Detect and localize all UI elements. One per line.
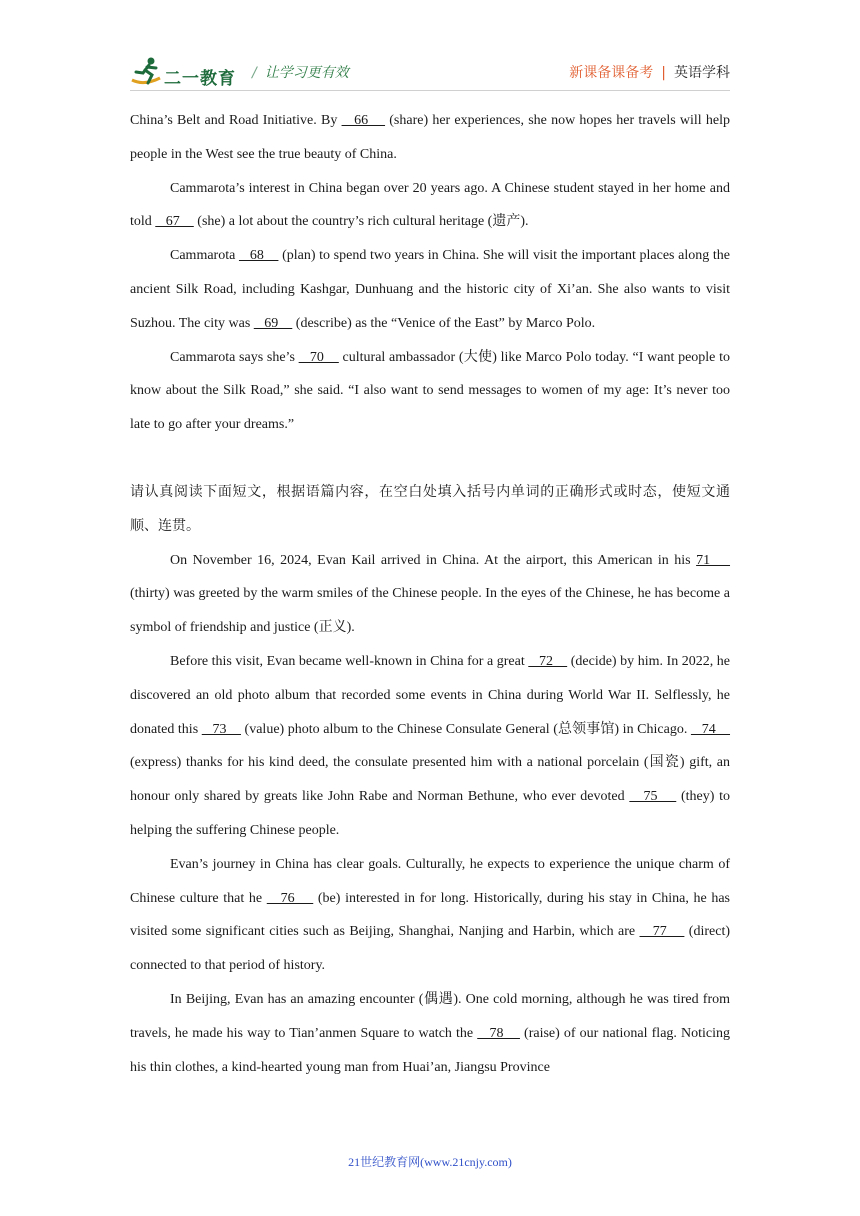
section-gap [130,442,730,476]
blank-75: 75 [629,789,677,805]
blank-78: 78 [477,1025,520,1041]
paragraph [130,104,730,172]
text: Cammarota’s interest in China began over 20 years ago. A Chinese student stayed in her home and told [130,180,730,230]
instruction: 请认真阅读下面短文，根据语篇内容，在空白处填入括号内单词的正确形式或时态，使短文通顺、连贯。 [130,483,730,534]
text: On November 16, 2024, Evan Kail arrived in China. At the airport, this American in his [170,552,697,568]
text: (value) photo album to the Chinese Consulate General (总领事馆) in Chicago. [240,721,691,737]
blank-72: 72 [528,653,568,669]
logo-text: 二一教育 [164,69,236,89]
text: (she) a lot about the country’s rich cultural heritage (遗产). [193,214,529,230]
paragraph [130,239,730,340]
slogan [252,62,349,82]
text: (describe) as the “Venice of the East” by Marco Polo. [292,315,596,331]
page-footer: 21世纪教育网(www.21cnjy.com) [348,1155,512,1169]
divider-bar: | [661,65,666,81]
slash-divider: / [252,65,257,81]
document-body [130,104,730,1084]
blank-73: 73 [201,721,241,737]
text: cultural ambassador (大使) like Marco Polo today. “I want people to know about the Silk Road,” she said. “I also want to send messages to women of my age: It’s never too late to go after your dreams.” [130,349,731,433]
paragraph [130,848,730,983]
text: Evan’s journey in China has clear goals. Culturally, he expects to experience the unique charm of Chinese culture that he [130,856,730,906]
paragraph [130,983,730,1084]
blank-71: 71 [696,552,731,568]
runner-logo-icon [130,56,164,88]
text: (they) to helping the suffering Chinese people. [130,789,730,838]
blank-67: 67 [155,214,194,230]
paragraph [130,544,730,645]
blank-66: 66 [341,113,386,128]
blank-69: 69 [253,315,293,331]
course-label: 新课备课备考 [569,65,654,81]
text: China’s Belt and Road Initiative. By [130,113,342,128]
paragraph [130,172,730,240]
text: Cammarota [170,248,239,264]
text: (decide) by him. In 2022, he discovered an old photo album that recorded some events in China during World War II. Selflessly, he donated this [130,653,731,737]
blank-76: 76 [266,890,314,906]
blank-68: 68 [238,248,279,264]
slogan-text: 让学习更有效 [264,65,349,81]
paragraph [130,341,730,442]
text: (express) thanks for his kind deed, the consulate presented him with a national porcelain (国瓷) gift, an honour only shared by greats like John Rabe and Norman Bethune, who ever devoted [130,755,730,805]
paragraph [130,645,730,848]
text: In Beijing, Evan has an amazing encounter (偶遇). One cold morning, although he was tired from travels, he made his way to Tian’anmen Square to watch the [130,991,730,1041]
blank-74: 74 [690,721,731,737]
text: (be) interested in for long. Historically, during his stay in China, he has visited some significant cities such as Beijing, Shanghai, Nanjing and Harbin, which are [130,890,730,940]
logo [130,56,242,88]
page-header [130,52,730,94]
header-right [569,62,730,82]
blank-77: 77 [639,924,685,940]
text: (thirty) was greeted by the warm smiles of the Chinese people. In the eyes of the Chinese, he has become a symbol of friendship and justice (正义). [130,586,730,636]
subject-label: 英语学科 [674,65,730,81]
text: Cammarota says she’s [170,349,299,365]
text: Before this visit, Evan became well-known in China for a great [170,653,529,669]
text: (share) her experiences, she now hopes her travels will help people in the West see the true beauty of China. [130,113,730,162]
text: (direct) connected to that period of history. [130,924,730,974]
header-divider [130,90,730,91]
blank-70: 70 [298,349,339,365]
text: (raise) of our national flag. Noticing his thin clothes, a kind-hearted young man from Huai’an, Jiangsu Province [130,1025,731,1075]
text: (plan) to spend two years in China. She will visit the important places along the ancient Silk Road, including Kashgar, Dunhuang and the historic city of Xi’an. She also wants to visit Suzhou. The city was [130,248,730,331]
